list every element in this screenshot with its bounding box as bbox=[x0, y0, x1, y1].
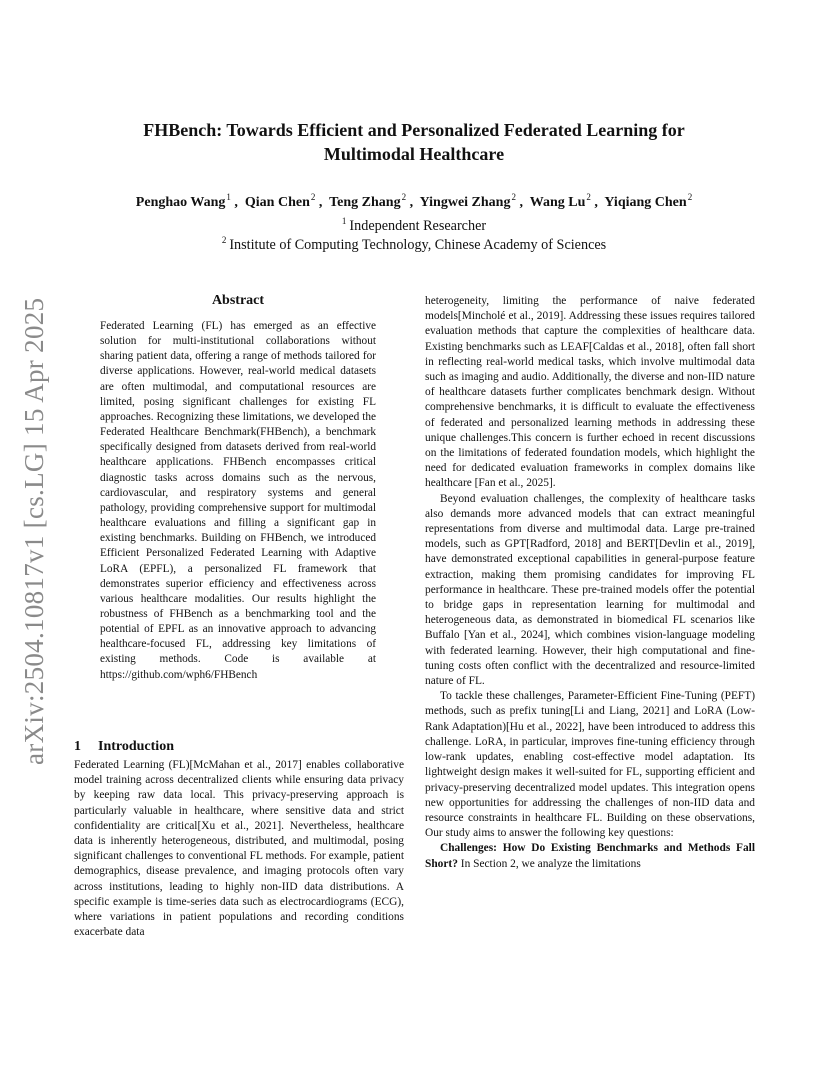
author-affil-mark: 1 bbox=[226, 192, 231, 202]
intro-paragraph-2: heterogeneity, limiting the performance of naive federated models[Mincholé et al., 2019]. Addressing these issues requires tailored evaluation methods that capture the complexities of healthcare data. Existing benchmarks such as LEAF[Caldas et al., 2018], often fall short in reflecting real-world medical tasks, which involve multimodal data such as imaging and audio. Additionally, the diverse and non-IID nature of healthcare datasets further complicates benchmark design. Without comprehensive benchmarks, it is difficult to evaluate the effectiveness of federated and personalized learning methods in addressing these unique challenges.This concern is further echoed in recent discussions on the limitations of federated foundation models, which highlight the need for dedicated evaluation frameworks in complex domains like healthcare [Fan et al., 2025]. bbox=[425, 295, 755, 490]
section-number: 1 bbox=[74, 739, 81, 754]
author: Yingwei Zhang bbox=[419, 195, 511, 210]
intro-paragraph-5 bbox=[425, 841, 755, 871]
author: Yiqiang Chen bbox=[604, 195, 687, 210]
author: Qian Chen bbox=[244, 195, 310, 210]
section-title: Introduction bbox=[98, 739, 174, 754]
paper-title bbox=[100, 118, 728, 166]
intro-paragraph-3: Beyond evaluation challenges, the complexity of healthcare tasks also demands more advanced models that can extract meaningful representations from diverse and multimodal data. Large pre-trained models, such as GPT[Radford, 2018] and BERT[Devlin et al., 2019], have demonstrated exceptional capabilities in general-purpose feature extraction, making them promising candidates for improving FL performance in healthcare. These pre-trained models offer the potential to bridge gaps in representation learning for multimodal and heterogeneous data, as demonstrated in biomedical FL scenarios like Buffalo [Yan et al., 2024], which combines vision-language modeling with federated learning. However, their high computational and fine-tuning costs often conflict with the decentralized and resource-limited nature of FL. bbox=[425, 492, 755, 688]
affiliation-text: Institute of Computing Technology, Chinese Academy of Sciences bbox=[229, 237, 607, 253]
challenges-text: In Section 2, we analyze the limitations bbox=[457, 857, 641, 870]
author-affil-mark: 2 bbox=[586, 192, 591, 202]
author-affil-mark: 2 bbox=[401, 192, 407, 202]
title-line-1: FHBench: Towards Efficient and Personalized Federated Learning for bbox=[143, 120, 685, 140]
challenges-heading: Challenges: How Do Existing Benchmarks and Methods Fall Short? bbox=[425, 842, 755, 870]
affiliation-mark: 1 bbox=[341, 216, 347, 226]
abstract-body: Federated Learning (FL) has emerged as an effective solution for multi-institutional collaborations without sharing patient data, offering a range of methods tailored for diverse applications. However, real-world medical datasets are often multimodal, and computational resources are limited, posing significant challenges for existing FL approaches. Recognizing these limitations, we developed the Federated Healthcare Benchmark(FHBench), a benchmark specifically designed from datasets derived from real-world healthcare applications. FHBench encompasses critical diagnostic tasks across domains such as the nervous, cardiovascular, and respiratory systems and general pathology, providing comprehensive support for multimodal healthcare evaluations and filling a significant gap in existing benchmarks. Building on FHBench, we introduced Efficient Personalized Federated Learning with Adaptive LoRA (EPFL), a personalized FL framework that demonstrates superior efficiency and effectiveness across various healthcare modalities. Our results highlight the robustness of FHBench as a benchmarking tool and the potential of EPFL as an innovative approach to advancing healthcare-focused FL, addressing key limitations of existing methods. Code is available at https://github.com/wph6/FHBench bbox=[100, 320, 376, 681]
author: Penghao Wang bbox=[135, 195, 226, 210]
right-column-body bbox=[425, 294, 755, 872]
left-column-body bbox=[74, 758, 404, 940]
section-heading bbox=[74, 738, 174, 756]
arxiv-identifier[interactable]: arXiv:2504.10817v1 [cs.LG] 15 Apr 2025 bbox=[19, 297, 49, 765]
author-affil-mark: 2 bbox=[511, 192, 516, 202]
author-affil-mark: 2 bbox=[687, 192, 693, 202]
author: Wang Lu bbox=[529, 195, 586, 210]
author: Teng Zhang bbox=[329, 195, 401, 210]
intro-paragraph-4: To tackle these challenges, Parameter-Efficient Fine-Tuning (PEFT) methods, such as prefix tuning[Li and Liang, 2021] and LoRA (Low-Rank Adaptation)[Hu et al., 2022], have been introduced to address this challenge. LoRA, in particular, improves fine-tuning efficiency through low-rank updates, enabling cost-effective model adaptation. Its lightweight design makes it well-suited for FL, supporting efficient and privacy-preserving decentralized model updates. This integration opens new opportunities for addressing the challenges of non-IID data and resource constraints in healthcare FL. Building on these observations, Our study aims to answer the following key questions: bbox=[425, 690, 755, 840]
author-affil-mark: 2 bbox=[310, 192, 316, 202]
affiliation-mark: 2 bbox=[221, 235, 227, 245]
intro-paragraph-1: Federated Learning (FL)[McMahan et al., 2017] enables collaborative model training across decentralized clients while ensuring data privacy by keeping raw data local. This privacy-preserving approach is particularly valuable in healthcare, where sensitive data and strict confidentiality are critical[Xu et al., 2021]. Nevertheless, healthcare data is inherently heterogeneous, distributed, and multimodal, posing significant challenges to conventional FL methods. For example, patient demographics, disease prevalence, and imaging protocols often vary across institutions, leading to highly non-IID data distributions. A specific example is time-series data such as electrocardiograms (ECG), where variations in patient populations and recording conditions exacerbate data bbox=[74, 759, 404, 939]
author-list: Penghao Wang$^1$ , Qian Chen$^2$ , Teng Zhang$^2$ , Yingwei Zhang$^2$ , Wang Lu$^2$ , Yiqiang Chen$^2$ bbox=[135, 192, 693, 210]
abstract-heading: Abstract bbox=[211, 293, 265, 308]
affiliation-text: Independent Researcher bbox=[349, 218, 487, 234]
title-line-2: Multimodal Healthcare bbox=[323, 144, 505, 164]
affiliation-2 bbox=[70, 230, 758, 255]
